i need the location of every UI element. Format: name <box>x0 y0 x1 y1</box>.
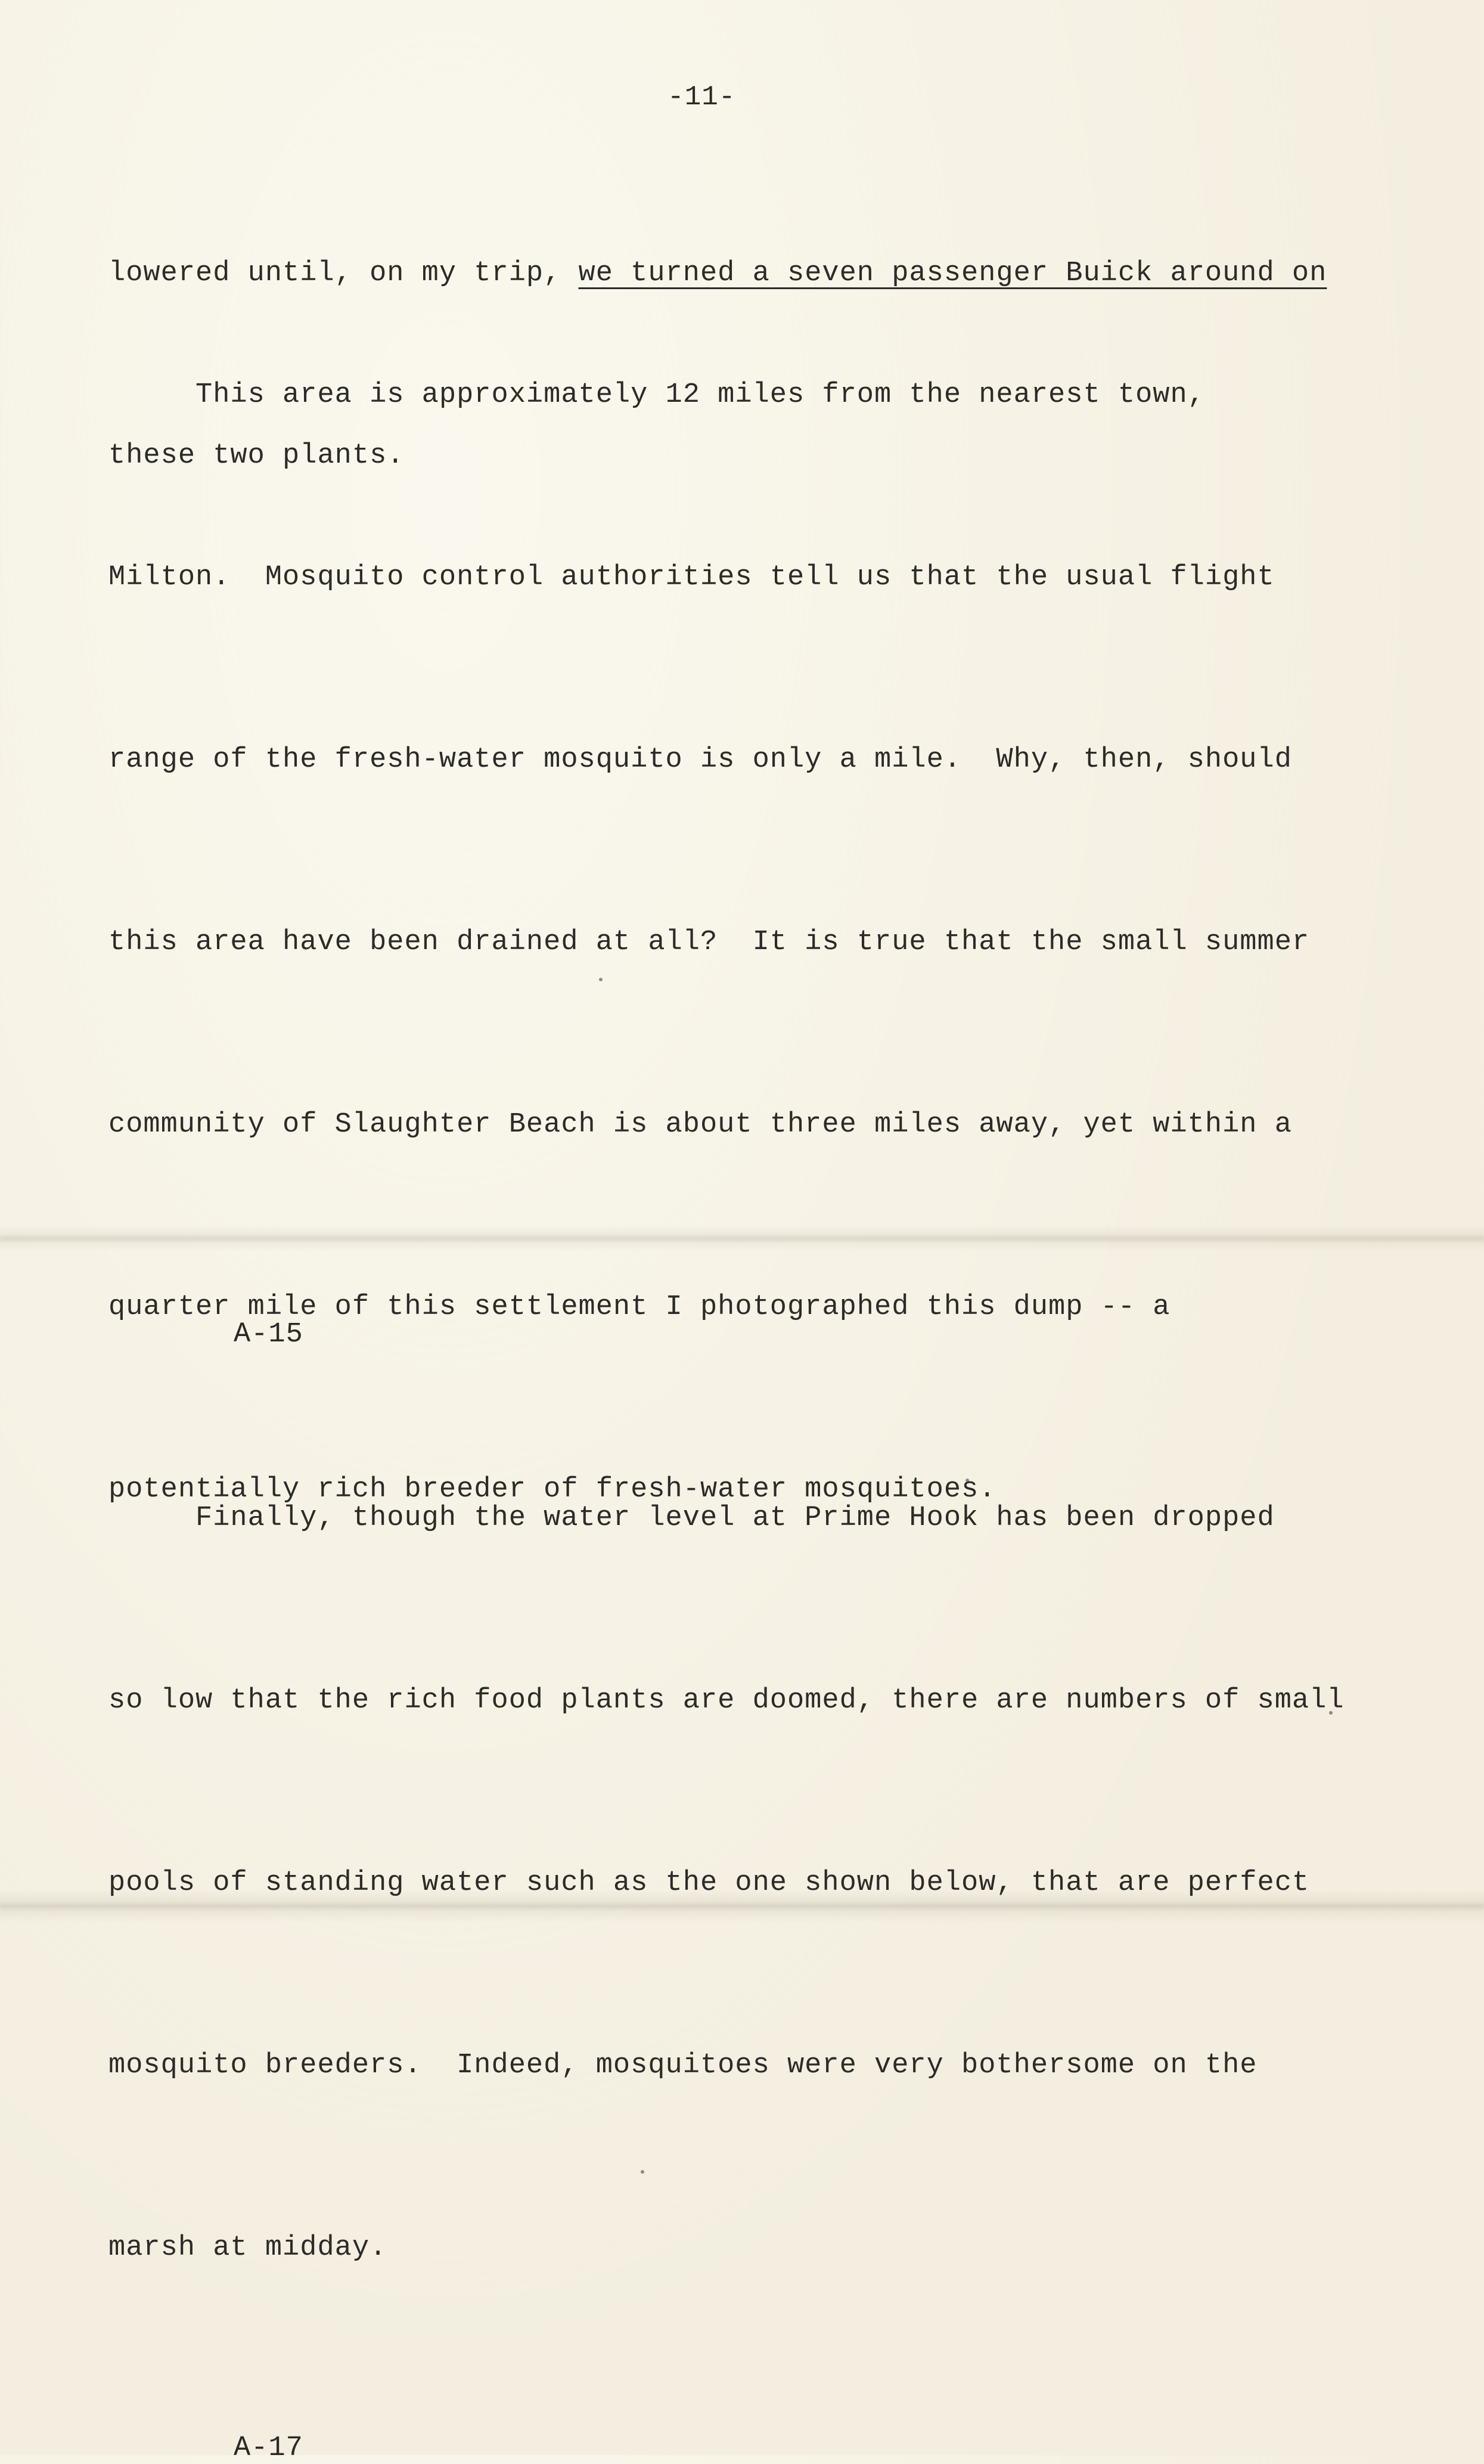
page-number: -11- <box>668 82 736 113</box>
text-line: these two plants. <box>108 440 405 472</box>
figure-label-a17: A-17 <box>234 2432 303 2464</box>
text-line: community of Slaughter Beach is about three miles away, yet within a <box>108 1109 1292 1140</box>
text-line: pools of standing water such as the one shown below, that are perfect <box>108 1867 1310 1899</box>
text-line: marsh at midday. <box>108 2232 387 2264</box>
text-line: Milton. Mosquito control authorities tell us that the usual flight <box>108 562 1275 593</box>
text-line: potentially rich breeder of fresh-water mosquitoes. <box>108 1474 996 1505</box>
text-line: mosquito breeders. Indeed, mosquitoes were very bothersome on the <box>108 2050 1258 2081</box>
text-line: so low that the rich food plants are doomed, there are numbers of small <box>108 1685 1345 1716</box>
paragraph-standing-water <box>108 1366 1345 2400</box>
figure-label-a15: A-15 <box>234 1319 303 1350</box>
underlined-text: we turned a seven passenger Buick around on <box>578 258 1327 289</box>
text-line: this area have been drained at all? It is true that the small summer <box>108 926 1310 958</box>
text-line: Finally, though the water level at Prime Hook has been dropped <box>108 1502 1275 1534</box>
text-line: This area is approximately 12 miles from the nearest town, <box>108 379 1205 411</box>
text-line: range of the fresh-water mosquito is only a mile. Why, then, should <box>108 744 1292 776</box>
text-line: quarter mile of this settlement I photographed this dump -- a <box>108 1291 1171 1323</box>
text-span: lowered until, on my trip, <box>108 258 579 289</box>
